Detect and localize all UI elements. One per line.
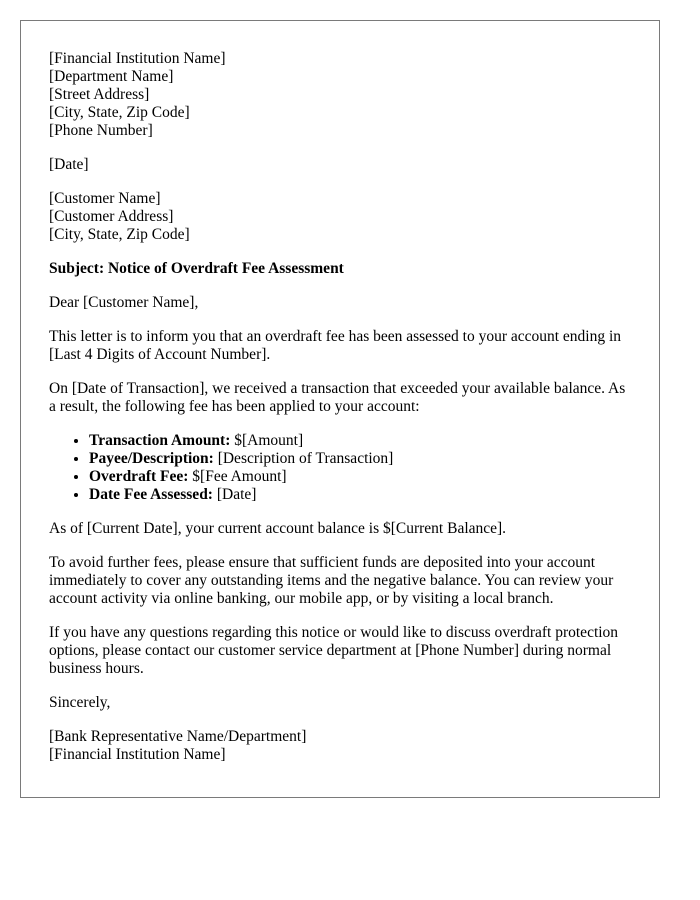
sender-city-state-zip: [City, State, Zip Code] (49, 104, 190, 121)
paragraph-balance: As of [Current Date], your current account balance is $[Current Balance]. (49, 520, 507, 537)
sender-institution: [Financial Institution Name] (49, 50, 226, 67)
paragraph-questions: If you have any questions regarding this notice or would like to discuss overdraft protection options, please contact our customer service department at [Phone Number] during normal business hours. (49, 624, 619, 677)
fee-item-value: $[Amount] (230, 432, 304, 449)
sender-department: [Department Name] (49, 68, 174, 85)
letter-date (49, 156, 631, 174)
sender-phone: [Phone Number] (49, 122, 153, 139)
fee-item-value: [Date] (212, 486, 257, 503)
sender-street: [Street Address] (49, 86, 150, 103)
greeting: Dear [Customer Name], (49, 294, 199, 311)
list-item (89, 486, 631, 504)
signature-representative: [Bank Representative Name/Department] (49, 728, 307, 745)
recipient-city-state-zip: [City, State, Zip Code] (49, 226, 190, 243)
fee-item-label: Date Fee Assessed: (89, 486, 213, 503)
signature-institution: [Financial Institution Name] (49, 746, 226, 763)
sender-address-block (49, 50, 631, 140)
list-item (89, 450, 631, 468)
paragraph-intro: This letter is to inform you that an overdraft fee has been assessed to your account ending in [Last 4 Digits of Account Number]. (49, 328, 622, 363)
fee-item-label: Transaction Amount: (89, 432, 231, 449)
recipient-address: [Customer Address] (49, 208, 174, 225)
list-item (89, 432, 631, 450)
subject-line: Subject: Notice of Overdraft Fee Assessment (49, 260, 344, 277)
fee-details-list (49, 432, 631, 504)
letter-document (20, 20, 660, 798)
recipient-address-block (49, 190, 631, 244)
fee-item-value: $[Fee Amount] (188, 468, 287, 485)
recipient-name: [Customer Name] (49, 190, 161, 207)
fee-item-label: Overdraft Fee: (89, 468, 189, 485)
fee-item-value: [Description of Transaction] (213, 450, 394, 467)
closing: Sincerely, (49, 694, 111, 711)
fee-item-label: Payee/Description: (89, 450, 214, 467)
paragraph-transaction: On [Date of Transaction], we received a transaction that exceeded your available balance. As a result, the following fee has been applied to your account: (49, 380, 626, 415)
list-item (89, 468, 631, 486)
signature-block (49, 728, 631, 764)
paragraph-avoid-fees: To avoid further fees, please ensure that sufficient funds are deposited into your account immediately to cover any outstanding items and the negative balance. You can review your account activity via online banking, our mobile app, or by visiting a local branch. (49, 554, 614, 607)
date-text: [Date] (49, 156, 89, 173)
